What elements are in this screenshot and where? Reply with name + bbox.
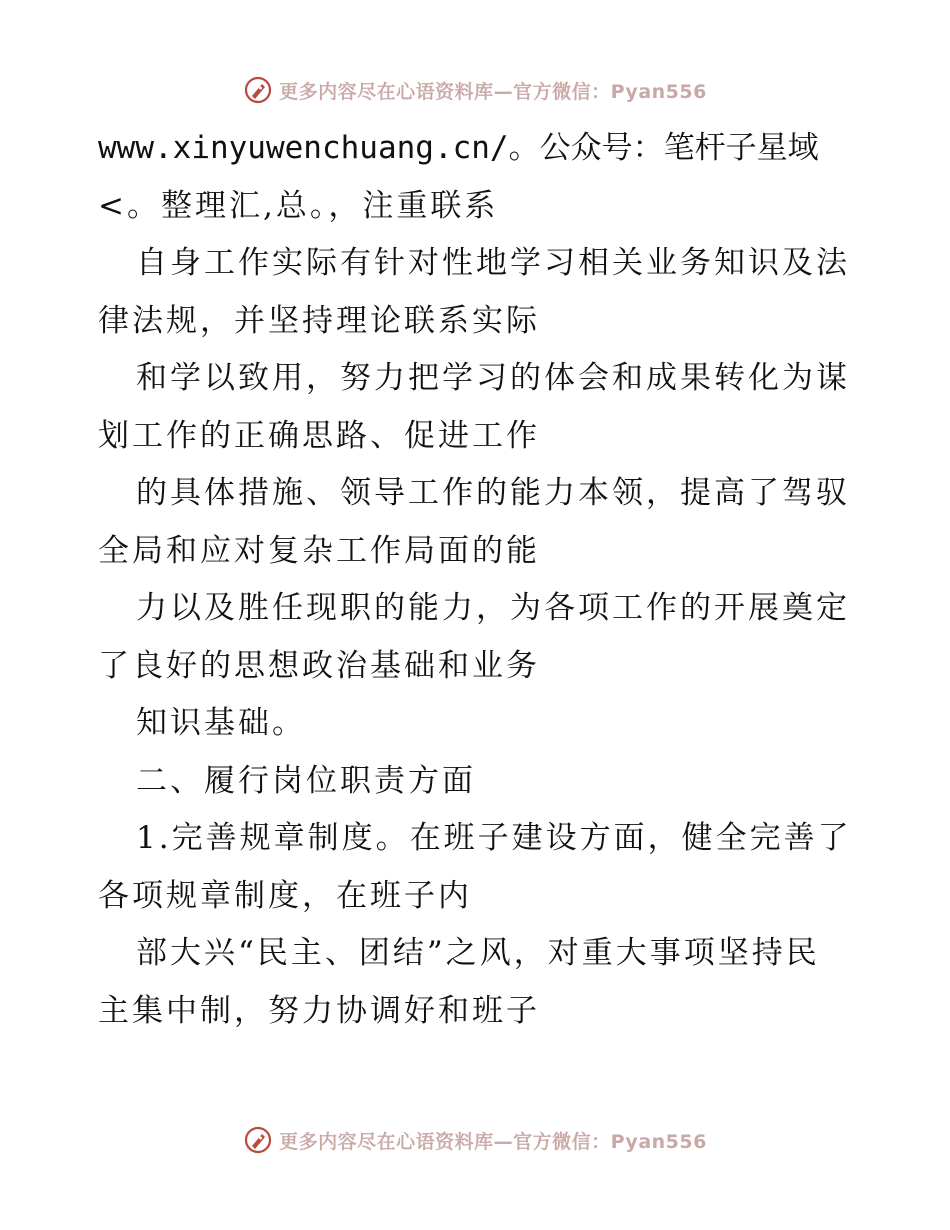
- body-line: 各项规章制度，在班子内: [98, 877, 472, 914]
- body-line: 主集中制，努力协调好和班子: [98, 992, 540, 1029]
- body-line: 知识基础。: [136, 705, 306, 741]
- body-line: 和学以致用，努力把学习的体会和成果转化为谋: [136, 360, 850, 396]
- body-line: 全局和应对复杂工作局面的能: [98, 532, 540, 569]
- document-body: [98, 120, 858, 1040]
- body-line: 了良好的思想政治基础和业务: [98, 647, 540, 684]
- footer-banner-text: 更多内容尽在心语资料库—官方微信：Pyan556: [279, 1130, 707, 1153]
- body-line: www.xinyuwenchuang.cn/。公众号：笔杆子星域: [98, 130, 819, 166]
- body-line: 力以及胜任现职的能力，为各项工作的开展奠定: [136, 590, 850, 626]
- header-banner: [0, 70, 950, 110]
- body-line: <。整理汇,总。，注重联系: [98, 187, 499, 224]
- section-heading: 二、履行岗位职责方面: [136, 762, 476, 799]
- body-line: 自身工作实际有针对性地学习相关业务知识及法: [136, 245, 850, 281]
- body-line: 部大兴“民主、团结”之风，对重大事项坚持民: [136, 935, 820, 971]
- pen-nib-logo-icon: [243, 1125, 273, 1155]
- header-banner-text: 更多内容尽在心语资料库—官方微信：Pyan556: [279, 80, 707, 103]
- body-line: 1.完善规章制度。在班子建设方面，健全完善了: [136, 820, 852, 856]
- footer-banner: [0, 1120, 950, 1160]
- body-line: 划工作的正确思路、促进工作: [98, 417, 540, 454]
- pen-nib-logo-icon: [243, 75, 273, 105]
- body-line: 的具体措施、领导工作的能力本领，提高了驾驭: [136, 475, 850, 511]
- body-line: 律法规，并坚持理论联系实际: [98, 302, 540, 339]
